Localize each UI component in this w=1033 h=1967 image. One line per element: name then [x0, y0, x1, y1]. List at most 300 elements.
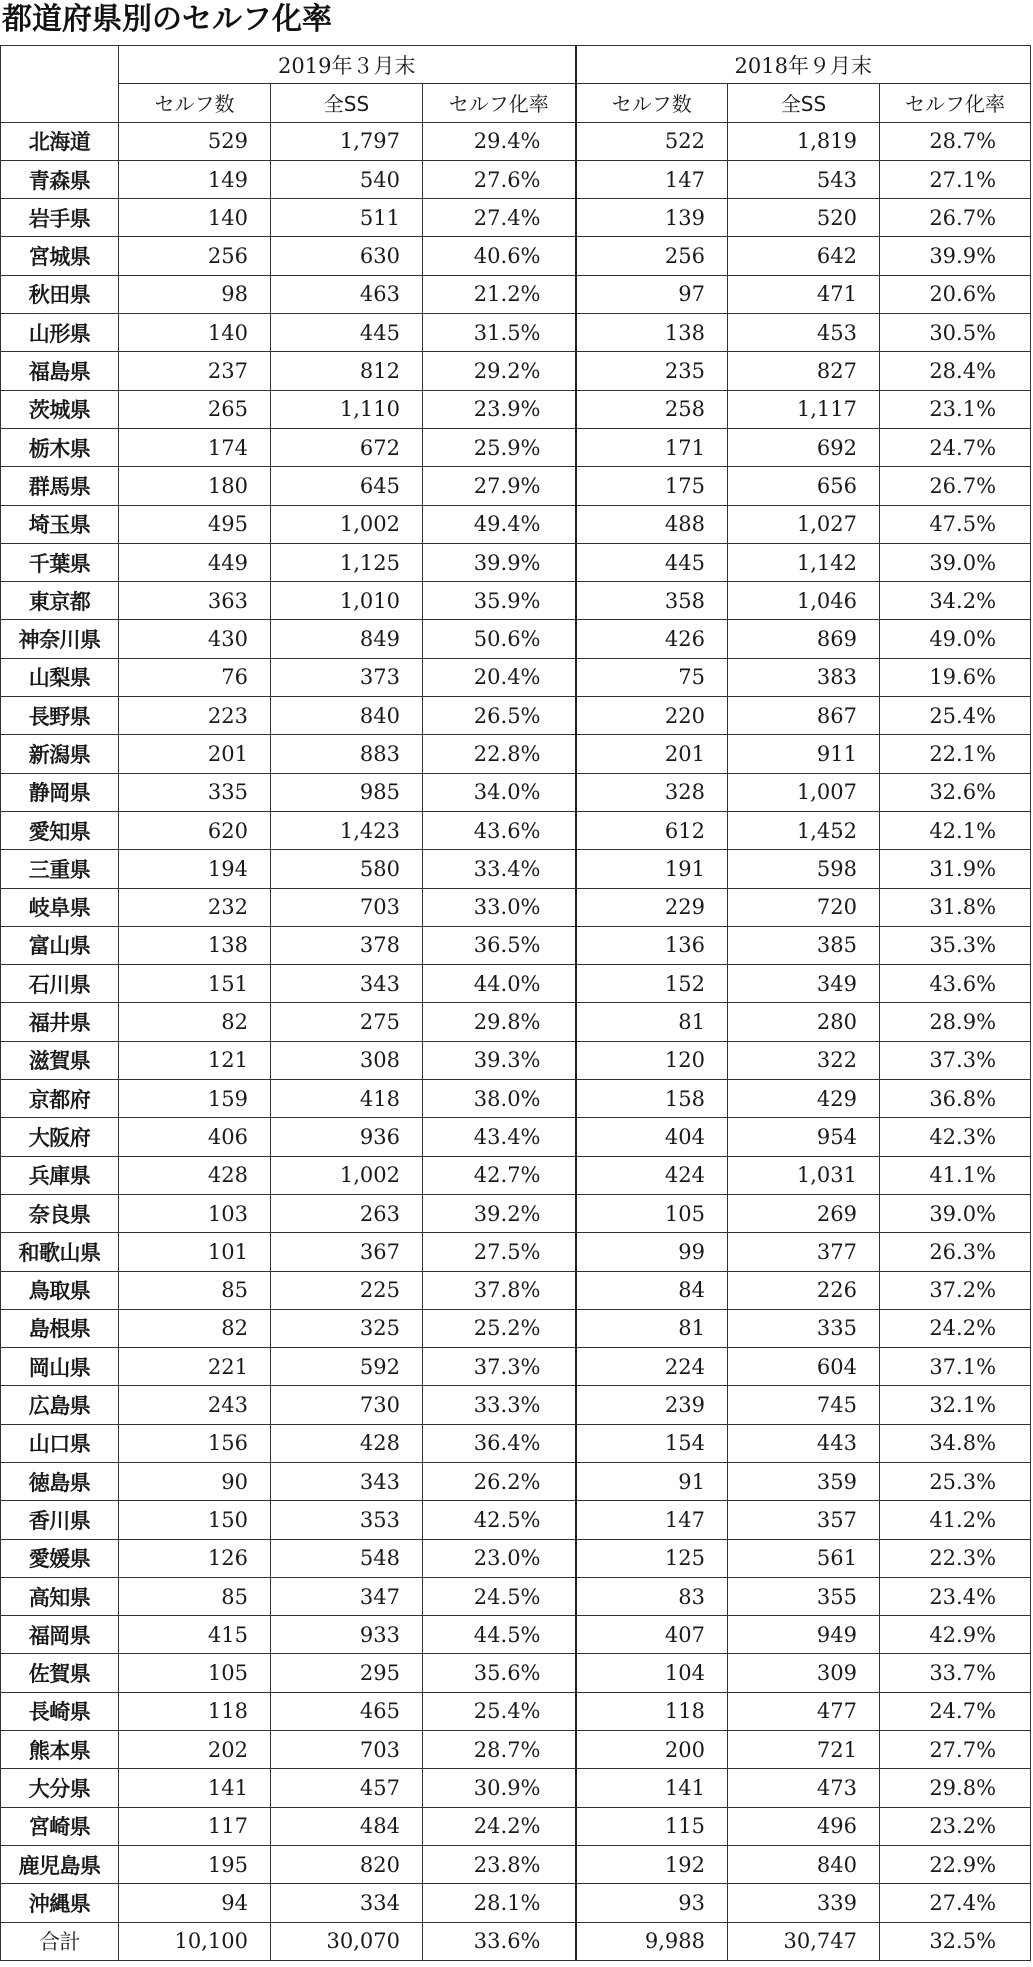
self-count-cell: 171: [576, 428, 728, 466]
self-count-cell: 620: [119, 811, 271, 849]
prefecture-cell: 青森県: [1, 160, 119, 198]
self-count-cell: 256: [119, 237, 271, 275]
self-count-cell: 83: [576, 1577, 728, 1615]
self-rate-cell: 23.2%: [880, 1807, 1031, 1845]
self-count-cell: 141: [119, 1769, 271, 1807]
self-count-cell: 126: [119, 1539, 271, 1577]
table-row: [1, 122, 1031, 160]
total-ss-cell: 385: [728, 926, 880, 964]
self-rate-cell: 22.3%: [880, 1539, 1031, 1577]
table-row: [1, 1424, 1031, 1462]
total-ss-cell: 1,031: [728, 1156, 880, 1194]
self-rate-cell: 28.9%: [880, 1003, 1031, 1041]
total-ss-cell: 1,007: [728, 773, 880, 811]
self-rate-cell: 20.6%: [880, 275, 1031, 313]
self-count-cell: 147: [576, 1501, 728, 1539]
self-count-cell: 194: [119, 850, 271, 888]
total-ss-cell: 225: [271, 1271, 423, 1309]
self-rate-cell: 32.1%: [880, 1386, 1031, 1424]
table-row: [1, 467, 1031, 505]
total-ss-cell: 383: [728, 658, 880, 696]
total-ss-cell: 540: [271, 160, 423, 198]
self-rate-cell: 21.2%: [423, 275, 576, 313]
total-ss-cell: 30,070: [271, 1922, 423, 1960]
self-count-cell: 428: [119, 1156, 271, 1194]
self-rate-cell: 26.5%: [423, 697, 576, 735]
total-ss-cell: 703: [271, 888, 423, 926]
self-count-cell: 93: [576, 1884, 728, 1922]
total-ss-cell: 827: [728, 352, 880, 390]
prefecture-cell: 新潟県: [1, 735, 119, 773]
self-count-cell: 104: [576, 1654, 728, 1692]
total-ss-cell: 511: [271, 199, 423, 237]
total-ss-cell: 325: [271, 1309, 423, 1347]
self-count-cell: 239: [576, 1386, 728, 1424]
total-ss-cell: 463: [271, 275, 423, 313]
total-ss-cell: 308: [271, 1041, 423, 1079]
total-ss-cell: 429: [728, 1080, 880, 1118]
prefecture-cell: 愛知県: [1, 811, 119, 849]
self-rate-cell: 25.4%: [880, 697, 1031, 735]
self-count-cell: 195: [119, 1845, 271, 1883]
prefecture-cell: 福島県: [1, 352, 119, 390]
self-rate-cell: 24.7%: [880, 428, 1031, 466]
self-count-cell: 136: [576, 926, 728, 964]
self-count-cell: 256: [576, 237, 728, 275]
self-rate-cell: 27.5%: [423, 1233, 576, 1271]
prefecture-cell: 沖縄県: [1, 1884, 119, 1922]
self-rate-cell: 23.9%: [423, 390, 576, 428]
self-rate-cell: 37.8%: [423, 1271, 576, 1309]
header-row-periods: [1, 46, 1031, 84]
total-ss-cell: 339: [728, 1884, 880, 1922]
prefecture-cell: 大阪府: [1, 1118, 119, 1156]
total-ss-cell: 1,819: [728, 122, 880, 160]
prefecture-cell: 高知県: [1, 1577, 119, 1615]
total-ss-cell: 812: [271, 352, 423, 390]
self-rate-cell: 30.5%: [880, 314, 1031, 352]
total-ss-cell: 453: [728, 314, 880, 352]
table-row: [1, 773, 1031, 811]
self-rate-cell: 39.3%: [423, 1041, 576, 1079]
self-count-cell: 98: [119, 275, 271, 313]
self-count-cell: 117: [119, 1807, 271, 1845]
self-rate-cell: 32.5%: [880, 1922, 1031, 1960]
table-row: [1, 1003, 1031, 1041]
self-count-cell: 220: [576, 697, 728, 735]
self-rate-cell: 34.8%: [880, 1424, 1031, 1462]
total-ss-cell: 580: [271, 850, 423, 888]
header-row-metrics: [1, 84, 1031, 122]
table-row: [1, 1654, 1031, 1692]
prefecture-cell: 埼玉県: [1, 505, 119, 543]
prefecture-cell: 愛媛県: [1, 1539, 119, 1577]
self-rate-cell: 27.1%: [880, 160, 1031, 198]
self-count-cell: 115: [576, 1807, 728, 1845]
self-count-cell: 235: [576, 352, 728, 390]
self-rate-cell: 34.2%: [880, 582, 1031, 620]
self-rate-cell: 27.7%: [880, 1731, 1031, 1769]
total-ss-cell: 347: [271, 1577, 423, 1615]
total-ss-cell: 473: [728, 1769, 880, 1807]
table-row: [1, 199, 1031, 237]
total-ss-cell: 520: [728, 199, 880, 237]
self-count-cell: 105: [119, 1654, 271, 1692]
table-row: [1, 314, 1031, 352]
prefecture-cell: 栃木県: [1, 428, 119, 466]
prefecture-cell: 広島県: [1, 1386, 119, 1424]
self-rate-cell: 28.7%: [880, 122, 1031, 160]
self-count-cell: 430: [119, 620, 271, 658]
self-count-cell: 91: [576, 1462, 728, 1500]
self-count-cell: 152: [576, 965, 728, 1003]
self-rate-cell: 31.9%: [880, 850, 1031, 888]
self-rate-cell: 35.3%: [880, 926, 1031, 964]
self-rate-cell: 38.0%: [423, 1080, 576, 1118]
self-count-cell: 159: [119, 1080, 271, 1118]
table-row: [1, 1807, 1031, 1845]
table-row: [1, 1539, 1031, 1577]
prefecture-cell: 富山県: [1, 926, 119, 964]
self-rate-cell: 27.4%: [880, 1884, 1031, 1922]
self-count-cell: 191: [576, 850, 728, 888]
self-rate-cell: 22.9%: [880, 1845, 1031, 1883]
prefecture-cell: 鳥取県: [1, 1271, 119, 1309]
self-rate-cell: 44.5%: [423, 1616, 576, 1654]
self-rate-cell: 41.1%: [880, 1156, 1031, 1194]
self-rate-cell: 29.8%: [880, 1769, 1031, 1807]
table-row: [1, 1692, 1031, 1730]
self-rate-cell: 22.8%: [423, 735, 576, 773]
self-rate-cell: 23.1%: [880, 390, 1031, 428]
prefecture-cell: 鹿児島県: [1, 1845, 119, 1883]
prefecture-cell: 合計: [1, 1922, 119, 1960]
self-count-cell: 175: [576, 467, 728, 505]
total-ss-cell: 465: [271, 1692, 423, 1730]
total-ss-cell: 443: [728, 1424, 880, 1462]
self-count-cell: 445: [576, 543, 728, 581]
self-count-cell: 201: [576, 735, 728, 773]
page-title: 都道府県別のセルフ化率: [2, 2, 332, 37]
table-row: [1, 1233, 1031, 1271]
self-rate-cell: 29.2%: [423, 352, 576, 390]
total-ss-cell: 471: [728, 275, 880, 313]
period-header-2018-09: 2018年９月末: [576, 46, 1031, 84]
total-ss-cell: 355: [728, 1577, 880, 1615]
self-rate-cell: 49.4%: [423, 505, 576, 543]
prefecture-cell: 東京都: [1, 582, 119, 620]
self-rate-cell: 23.4%: [880, 1577, 1031, 1615]
metric-header-self-rate: セルフ化率: [423, 84, 576, 122]
total-ss-cell: 343: [271, 965, 423, 1003]
self-rate-cell: 27.4%: [423, 199, 576, 237]
table-row: [1, 658, 1031, 696]
total-ss-cell: 985: [271, 773, 423, 811]
self-rate-cell: 44.0%: [423, 965, 576, 1003]
self-count-cell: 201: [119, 735, 271, 773]
self-count-cell: 258: [576, 390, 728, 428]
self-rate-cell: 47.5%: [880, 505, 1031, 543]
total-ss-cell: 496: [728, 1807, 880, 1845]
self-count-cell: 529: [119, 122, 271, 160]
total-ss-cell: 428: [271, 1424, 423, 1462]
self-rate-cell: 25.3%: [880, 1462, 1031, 1500]
self-rate-cell: 35.6%: [423, 1654, 576, 1692]
total-ss-cell: 598: [728, 850, 880, 888]
prefecture-cell: 岐阜県: [1, 888, 119, 926]
corner-cell: [1, 46, 119, 123]
self-rate-cell: 50.6%: [423, 620, 576, 658]
table-row: [1, 1309, 1031, 1347]
total-ss-cell: 373: [271, 658, 423, 696]
prefecture-cell: 徳島県: [1, 1462, 119, 1500]
total-ss-cell: 642: [728, 237, 880, 275]
table-row: [1, 850, 1031, 888]
table-row: [1, 1386, 1031, 1424]
self-rate-cell: 24.7%: [880, 1692, 1031, 1730]
self-count-cell: 151: [119, 965, 271, 1003]
total-ss-cell: 457: [271, 1769, 423, 1807]
self-count-cell: 358: [576, 582, 728, 620]
total-ss-cell: 1,452: [728, 811, 880, 849]
prefecture-cell: 和歌山県: [1, 1233, 119, 1271]
total-ss-cell: 226: [728, 1271, 880, 1309]
self-rate-cell: 43.6%: [880, 965, 1031, 1003]
total-ss-cell: 936: [271, 1118, 423, 1156]
total-ss-cell: 1,125: [271, 543, 423, 581]
self-rate-cell: 25.9%: [423, 428, 576, 466]
self-rate-cell: 41.2%: [880, 1501, 1031, 1539]
self-count-cell: 99: [576, 1233, 728, 1271]
self-rate-cell: 30.9%: [423, 1769, 576, 1807]
self-rate-cell: 43.4%: [423, 1118, 576, 1156]
self-rate-cell: 31.8%: [880, 888, 1031, 926]
self-rate-cell: 26.7%: [880, 199, 1031, 237]
self-rate-cell: 33.6%: [423, 1922, 576, 1960]
total-ss-cell: 377: [728, 1233, 880, 1271]
total-ss-cell: 263: [271, 1194, 423, 1232]
table-row: [1, 1731, 1031, 1769]
total-ss-cell: 357: [728, 1501, 880, 1539]
total-ss-cell: 721: [728, 1731, 880, 1769]
self-rate-cell: 33.0%: [423, 888, 576, 926]
self-count-cell: 424: [576, 1156, 728, 1194]
total-ss-cell: 849: [271, 620, 423, 658]
self-rate-cell: 42.7%: [423, 1156, 576, 1194]
self-rate-cell: 39.0%: [880, 543, 1031, 581]
table-row: [1, 1348, 1031, 1386]
total-row: [1, 1922, 1031, 1960]
table-row: [1, 582, 1031, 620]
self-count-cell: 202: [119, 1731, 271, 1769]
self-rate-cell: 39.0%: [880, 1194, 1031, 1232]
self-rate-cell: 26.2%: [423, 1462, 576, 1500]
metric-header-self-rate: セルフ化率: [880, 84, 1031, 122]
prefecture-cell: 佐賀県: [1, 1654, 119, 1692]
total-ss-cell: 1,002: [271, 505, 423, 543]
prefecture-cell: 長野県: [1, 697, 119, 735]
table-row: [1, 160, 1031, 198]
prefecture-cell: 千葉県: [1, 543, 119, 581]
self-count-cell: 229: [576, 888, 728, 926]
self-rate-cell: 23.0%: [423, 1539, 576, 1577]
self-rate-cell: 37.3%: [880, 1041, 1031, 1079]
self-count-cell: 522: [576, 122, 728, 160]
table-row: [1, 1577, 1031, 1615]
total-ss-cell: 30,747: [728, 1922, 880, 1960]
prefecture-cell: 香川県: [1, 1501, 119, 1539]
self-count-cell: 118: [576, 1692, 728, 1730]
self-count-cell: 141: [576, 1769, 728, 1807]
table-row: [1, 620, 1031, 658]
prefecture-cell: 兵庫県: [1, 1156, 119, 1194]
self-rate-cell: 49.0%: [880, 620, 1031, 658]
table-row: [1, 275, 1031, 313]
table-row: [1, 735, 1031, 773]
table-row: [1, 697, 1031, 735]
self-count-cell: 223: [119, 697, 271, 735]
prefecture-cell: 岩手県: [1, 199, 119, 237]
self-rate-cell: 28.7%: [423, 1731, 576, 1769]
prefecture-cell: 山形県: [1, 314, 119, 352]
self-count-cell: 406: [119, 1118, 271, 1156]
total-ss-cell: 548: [271, 1539, 423, 1577]
self-rate-cell: 19.6%: [880, 658, 1031, 696]
table-body: [1, 122, 1031, 1960]
table-row: [1, 1616, 1031, 1654]
prefecture-cell: 大分県: [1, 1769, 119, 1807]
self-rate-cell: 37.2%: [880, 1271, 1031, 1309]
self-rate-cell: 25.4%: [423, 1692, 576, 1730]
self-count-cell: 75: [576, 658, 728, 696]
self-count-cell: 156: [119, 1424, 271, 1462]
total-ss-cell: 645: [271, 467, 423, 505]
total-ss-cell: 840: [271, 697, 423, 735]
self-count-cell: 82: [119, 1309, 271, 1347]
self-count-cell: 335: [119, 773, 271, 811]
self-rate-cell: 29.8%: [423, 1003, 576, 1041]
self-count-cell: 174: [119, 428, 271, 466]
total-ss-cell: 869: [728, 620, 880, 658]
self-count-cell: 147: [576, 160, 728, 198]
self-count-cell: 328: [576, 773, 728, 811]
self-count-cell: 449: [119, 543, 271, 581]
prefecture-cell: 福岡県: [1, 1616, 119, 1654]
prefecture-cell: 宮城県: [1, 237, 119, 275]
total-ss-cell: 349: [728, 965, 880, 1003]
self-count-cell: 265: [119, 390, 271, 428]
table-row: [1, 1080, 1031, 1118]
total-ss-cell: 1,117: [728, 390, 880, 428]
table-row: [1, 428, 1031, 466]
total-ss-cell: 543: [728, 160, 880, 198]
table-row: [1, 543, 1031, 581]
self-rate-cell: 23.8%: [423, 1845, 576, 1883]
total-ss-cell: 335: [728, 1309, 880, 1347]
self-count-cell: 101: [119, 1233, 271, 1271]
self-count-cell: 415: [119, 1616, 271, 1654]
self-rate-cell: 37.3%: [423, 1348, 576, 1386]
prefecture-cell: 宮崎県: [1, 1807, 119, 1845]
self-rate-cell: 31.5%: [423, 314, 576, 352]
self-rate-cell: 28.4%: [880, 352, 1031, 390]
self-rate-cell: 20.4%: [423, 658, 576, 696]
prefecture-cell: 静岡県: [1, 773, 119, 811]
self-count-cell: 138: [119, 926, 271, 964]
total-ss-cell: 280: [728, 1003, 880, 1041]
self-rate-cell: 39.2%: [423, 1194, 576, 1232]
total-ss-cell: 1,002: [271, 1156, 423, 1194]
prefecture-cell: 山口県: [1, 1424, 119, 1462]
self-rate-cell: 24.5%: [423, 1577, 576, 1615]
table-row: [1, 1118, 1031, 1156]
total-ss-cell: 334: [271, 1884, 423, 1922]
self-count-cell: 426: [576, 620, 728, 658]
prefecture-cell: 山梨県: [1, 658, 119, 696]
self-count-cell: 138: [576, 314, 728, 352]
total-ss-cell: 745: [728, 1386, 880, 1424]
self-rate-cell: 43.6%: [423, 811, 576, 849]
total-ss-cell: 604: [728, 1348, 880, 1386]
metric-header-total-ss: 全SS: [271, 84, 423, 122]
self-count-cell: 612: [576, 811, 728, 849]
self-count-cell: 243: [119, 1386, 271, 1424]
prefecture-cell: 三重県: [1, 850, 119, 888]
self-count-cell: 180: [119, 467, 271, 505]
self-count-cell: 9,988: [576, 1922, 728, 1960]
total-ss-cell: 561: [728, 1539, 880, 1577]
self-count-cell: 237: [119, 352, 271, 390]
total-ss-cell: 418: [271, 1080, 423, 1118]
self-rate-cell: 32.6%: [880, 773, 1031, 811]
self-rate-cell: 27.9%: [423, 467, 576, 505]
self-rate-cell: 24.2%: [880, 1309, 1031, 1347]
total-ss-cell: 1,010: [271, 582, 423, 620]
self-rate-cell: 28.1%: [423, 1884, 576, 1922]
self-count-cell: 76: [119, 658, 271, 696]
self-count-cell: 224: [576, 1348, 728, 1386]
self-count-cell: 85: [119, 1271, 271, 1309]
period-header-2019-03: 2019年３月末: [119, 46, 576, 84]
table-row: [1, 1769, 1031, 1807]
table-row: [1, 237, 1031, 275]
self-count-cell: 118: [119, 1692, 271, 1730]
total-ss-cell: 1,110: [271, 390, 423, 428]
self-count-cell: 404: [576, 1118, 728, 1156]
table-row: [1, 965, 1031, 1003]
self-count-cell: 84: [576, 1271, 728, 1309]
total-ss-cell: 692: [728, 428, 880, 466]
self-count-cell: 97: [576, 275, 728, 313]
self-count-cell: 158: [576, 1080, 728, 1118]
prefecture-cell: 滋賀県: [1, 1041, 119, 1079]
total-ss-cell: 445: [271, 314, 423, 352]
self-count-cell: 363: [119, 582, 271, 620]
total-ss-cell: 703: [271, 1731, 423, 1769]
self-rate-cell: 34.0%: [423, 773, 576, 811]
total-ss-cell: 1,797: [271, 122, 423, 160]
prefecture-cell: 茨城県: [1, 390, 119, 428]
table-row: [1, 1156, 1031, 1194]
prefecture-cell: 福井県: [1, 1003, 119, 1041]
total-ss-cell: 720: [728, 888, 880, 926]
prefecture-cell: 島根県: [1, 1309, 119, 1347]
metric-header-self-count: セルフ数: [576, 84, 728, 122]
self-count-cell: 140: [119, 314, 271, 352]
self-rate-cell: 36.5%: [423, 926, 576, 964]
prefecture-cell: 群馬県: [1, 467, 119, 505]
self-count-cell: 232: [119, 888, 271, 926]
